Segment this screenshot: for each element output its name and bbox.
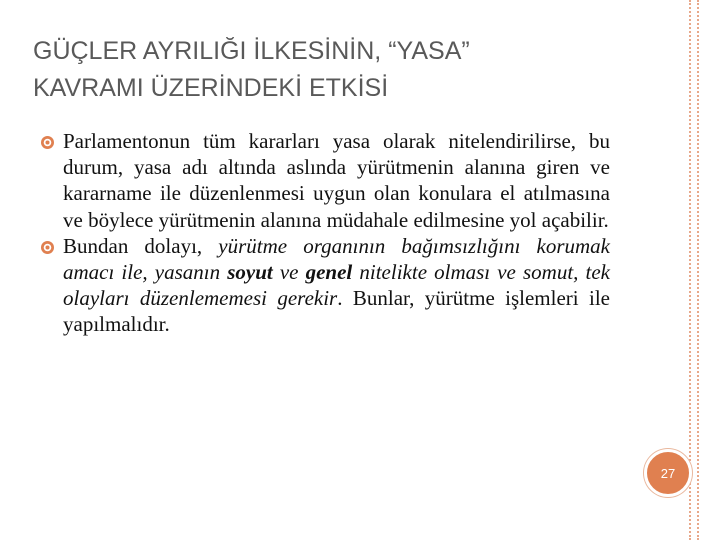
bullet-2-plain-lead: Bundan dolayı, — [63, 233, 219, 258]
bullet-2-bold-genel: genel — [305, 260, 353, 285]
page-number-badge — [644, 449, 692, 497]
orange-circle-bullet-icon — [40, 135, 55, 150]
bullet-paragraph-2 — [40, 233, 610, 338]
bullet-2-italic-text: yürütme organının bağımsızlığını korumak amacı ile, yasanın — [63, 233, 610, 285]
bullet-2-plain-tail: . Bunlar, yürütme işlemleri ile yapılmalıdır. — [63, 286, 610, 337]
bullet-2-bold-soyut: soyut — [227, 260, 273, 285]
orange-circle-bullet-icon — [40, 240, 55, 255]
bullet-paragraph-1 — [40, 128, 610, 233]
slide-title-line-2: KAVRAMI ÜZERİNDEKİ ETKİSİ — [33, 74, 389, 102]
slide-body — [40, 128, 610, 338]
decorative-dotted-rule-outer — [697, 0, 699, 540]
decorative-dotted-rule-inner — [689, 0, 691, 540]
page-number: 27 — [660, 465, 676, 481]
bullet-text-1: Parlamentonun tüm kararları yasa olarak nitelendirilirse, bu durum, yasa adı altında aslında yürütmenin alanına giren ve kararname ile düzenlenmesi uygun olan konulara el atılmasına ve böylece yürütmenin alanına müdahale edilmesine yol açabilir. — [63, 129, 610, 232]
slide-title — [33, 33, 673, 107]
bullet-2-italic-connector: ve — [272, 260, 306, 285]
slide-title-line-1: GÜÇLER AYRILIĞI İLKESİNİN, “YASA” — [33, 37, 470, 65]
bullet-2-italic-tail: nitelikte olması ve somut, tek olayları düzenlememesi gerekir — [63, 260, 610, 311]
